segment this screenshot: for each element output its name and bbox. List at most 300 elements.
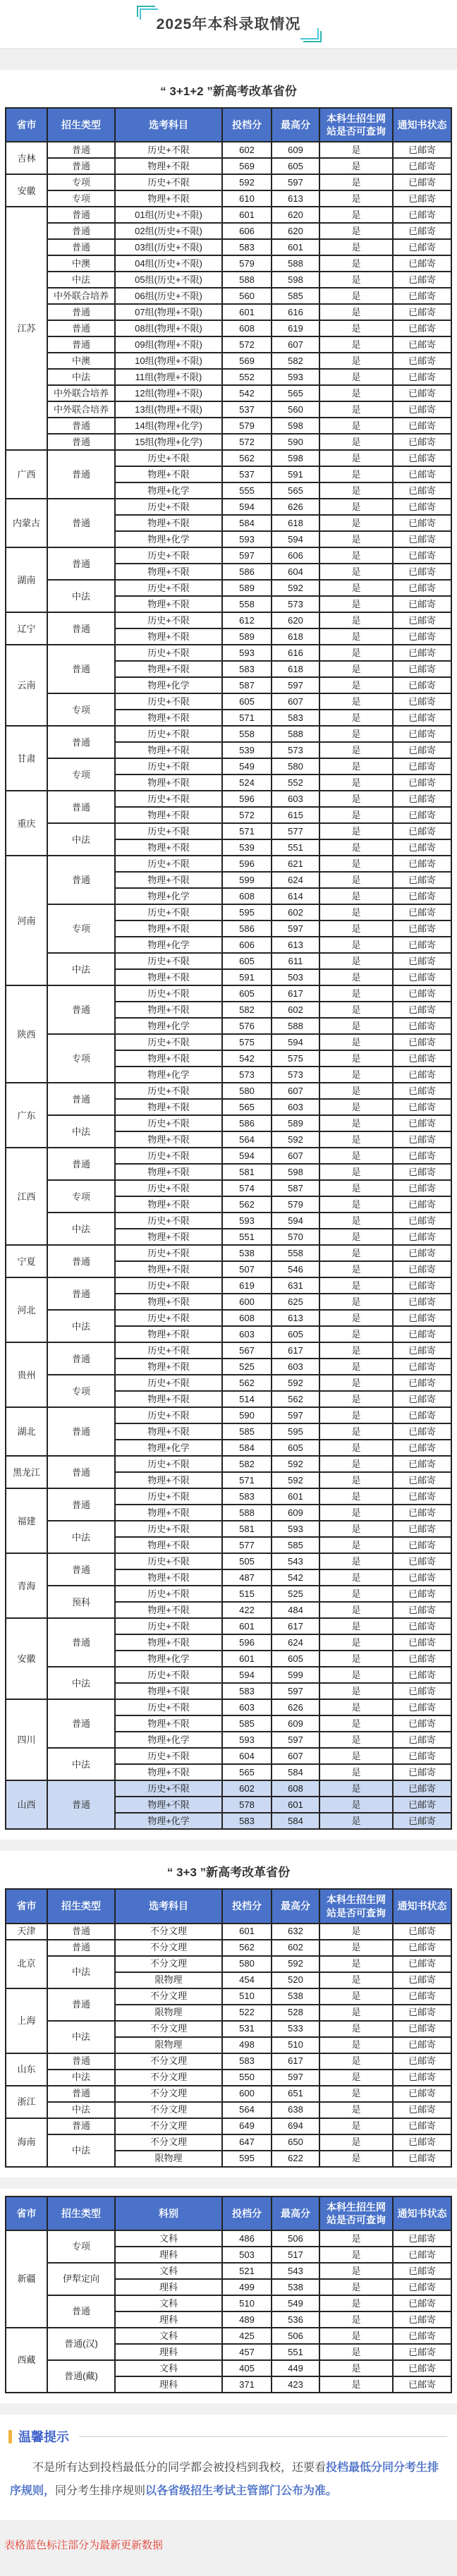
notice-status-cell: 已邮寄 <box>393 547 451 564</box>
query-available-cell: 是 <box>319 904 393 921</box>
notice-status-cell: 已邮寄 <box>393 1277 451 1294</box>
max-score-cell: 605 <box>272 158 319 174</box>
query-available-cell: 是 <box>319 872 393 888</box>
max-score-cell: 543 <box>272 2263 319 2279</box>
notice-status-cell: 已邮寄 <box>393 223 451 239</box>
notice-status-cell: 已邮寄 <box>393 304 451 320</box>
admit-score-cell: 647 <box>222 2134 272 2151</box>
max-score-cell: 604 <box>272 564 319 580</box>
max-score-cell: 607 <box>272 693 319 710</box>
table-row <box>6 1456 451 1472</box>
max-score-cell: 597 <box>272 1407 319 1423</box>
table-row <box>6 2295 451 2311</box>
query-available-cell: 是 <box>319 2053 393 2070</box>
query-available-cell: 是 <box>319 2037 393 2053</box>
table-row <box>6 2086 451 2102</box>
admission-type-cell: 中法 <box>47 2102 115 2118</box>
notice-status-cell: 已邮寄 <box>393 2263 451 2279</box>
admit-score-cell: 576 <box>222 1018 272 1034</box>
admit-score-cell: 565 <box>222 1099 272 1115</box>
notice-status-cell: 已邮寄 <box>393 985 451 1002</box>
admit-score-cell: 593 <box>222 531 272 547</box>
admit-score-cell: 588 <box>222 1505 272 1521</box>
notice-status-cell: 已邮寄 <box>393 1099 451 1115</box>
admit-score-cell: 572 <box>222 336 272 353</box>
notice-status-cell: 已邮寄 <box>393 1359 451 1375</box>
subject-cell: 物理+不限 <box>115 1472 222 1488</box>
query-available-cell: 是 <box>319 1261 393 1277</box>
subject-cell: 物理+不限 <box>115 1715 222 1732</box>
query-available-cell: 是 <box>319 1634 393 1651</box>
admission-type-cell: 普通 <box>47 1342 115 1375</box>
query-available-cell: 是 <box>319 1488 393 1505</box>
query-available-cell: 是 <box>319 1391 393 1407</box>
notice-status-cell: 已邮寄 <box>393 2279 451 2295</box>
subject-cell: 物理+不限 <box>115 1359 222 1375</box>
admit-score-cell: 601 <box>222 1651 272 1667</box>
tips-title: 温馨提示 <box>18 2430 69 2445</box>
table-row <box>6 1342 451 1359</box>
query-available-cell: 是 <box>319 1505 393 1521</box>
subject-cell: 历史+不限 <box>115 1553 222 1569</box>
max-score-cell: 593 <box>272 1521 319 1537</box>
query-available-cell: 是 <box>319 937 393 953</box>
admit-score-cell: 571 <box>222 710 272 726</box>
notice-status-cell: 已邮寄 <box>393 661 451 677</box>
admit-score-cell: 586 <box>222 1115 272 1131</box>
query-available-cell: 是 <box>319 2102 393 2118</box>
admission-type-cell: 普通 <box>47 1618 115 1667</box>
admit-score-cell: 514 <box>222 1391 272 1407</box>
max-score-cell: 601 <box>272 1797 319 1813</box>
table-row <box>6 1245 451 1261</box>
notice-status-cell: 已邮寄 <box>393 1569 451 1586</box>
notice-status-cell: 已邮寄 <box>393 937 451 953</box>
query-available-cell: 是 <box>319 1180 393 1196</box>
query-available-cell: 是 <box>319 1245 393 1261</box>
admit-score-cell: 595 <box>222 2151 272 2167</box>
query-available-cell: 是 <box>319 1956 393 1972</box>
subject-cell: 物理+不限 <box>115 921 222 937</box>
province-cell: 重庆 <box>6 791 47 856</box>
admit-score-cell: 586 <box>222 564 272 580</box>
admit-score-cell: 564 <box>222 2102 272 2118</box>
notice-status-cell: 已邮寄 <box>393 791 451 807</box>
admit-score-cell: 582 <box>222 1456 272 1472</box>
province-cell: 湖南 <box>6 547 47 612</box>
query-available-cell: 是 <box>319 1472 393 1488</box>
max-score-cell: 625 <box>272 1294 319 1310</box>
notice-status-cell: 已邮寄 <box>393 807 451 823</box>
subject-cell: 物理+不限 <box>115 661 222 677</box>
max-score-cell: 597 <box>272 1683 319 1699</box>
table-row <box>6 320 451 336</box>
table-row <box>6 1667 451 1683</box>
table-row <box>6 1034 451 1050</box>
max-score-cell: 601 <box>272 239 319 255</box>
admit-score-cell: 584 <box>222 515 272 531</box>
subject-cell: 不分文理 <box>115 2070 222 2086</box>
max-score-cell: 617 <box>272 2053 319 2070</box>
subject-cell: 历史+不限 <box>115 1407 222 1423</box>
province-cell: 安徽 <box>6 1618 47 1699</box>
max-score-cell: 608 <box>272 1780 319 1797</box>
province-cell: 湖北 <box>6 1407 47 1456</box>
admit-score-cell: 503 <box>222 2247 272 2263</box>
max-score-cell: 638 <box>272 2102 319 2118</box>
table-row <box>6 174 451 190</box>
admission-type-cell: 普通 <box>47 450 115 499</box>
admit-score-cell: 595 <box>222 904 272 921</box>
subject-cell: 历史+不限 <box>115 1699 222 1715</box>
max-score-cell: 560 <box>272 401 319 418</box>
table-header-row <box>6 108 451 142</box>
notice-status-cell: 已邮寄 <box>393 1683 451 1699</box>
admit-score-cell: 539 <box>222 839 272 856</box>
subject-cell: 物理+不限 <box>115 1002 222 1018</box>
table-row <box>6 726 451 742</box>
column-header: 省市 <box>6 1889 47 1923</box>
max-score-cell: 603 <box>272 1359 319 1375</box>
admit-score-cell: 486 <box>222 2230 272 2247</box>
max-score-cell: 528 <box>272 2005 319 2021</box>
admit-score-cell: 594 <box>222 499 272 515</box>
query-available-cell: 是 <box>319 1988 393 2005</box>
admit-score-cell: 569 <box>222 353 272 369</box>
query-available-cell: 是 <box>319 742 393 758</box>
table-header-row <box>6 1889 451 1923</box>
query-available-cell: 是 <box>319 888 393 904</box>
section-3plus1plus2 <box>0 70 457 1840</box>
notice-status-cell: 已邮寄 <box>393 1667 451 1683</box>
subject-cell: 不分文理 <box>115 1940 222 1956</box>
query-available-cell: 是 <box>319 1764 393 1780</box>
admit-score-cell: 585 <box>222 1423 272 1440</box>
admit-score-cell: 612 <box>222 612 272 628</box>
query-available-cell: 是 <box>319 1602 393 1618</box>
admit-score-cell: 489 <box>222 2311 272 2328</box>
admit-score-cell: 487 <box>222 1569 272 1586</box>
admission-type-cell: 普通 <box>47 645 115 693</box>
admit-score-cell: 542 <box>222 385 272 401</box>
notice-status-cell: 已邮寄 <box>393 2376 451 2393</box>
admit-score-cell: 587 <box>222 677 272 693</box>
subject-cell: 历史+不限 <box>115 1034 222 1050</box>
province-cell: 北京 <box>6 1940 47 1988</box>
notice-status-cell: 已邮寄 <box>393 2344 451 2360</box>
admit-score-cell: 499 <box>222 2279 272 2295</box>
subject-cell: 理科 <box>115 2311 222 2328</box>
admit-score-cell: 371 <box>222 2376 272 2393</box>
max-score-cell: 423 <box>272 2376 319 2393</box>
subject-cell: 不分文理 <box>115 1988 222 2005</box>
admission-type-cell: 普通 <box>47 418 115 434</box>
admission-table-traditional <box>5 2196 452 2393</box>
notice-status-cell: 已邮寄 <box>393 888 451 904</box>
max-score-cell: 651 <box>272 2086 319 2102</box>
table-header-row <box>6 2197 451 2230</box>
max-score-cell: 607 <box>272 1148 319 1164</box>
notice-status-cell: 已邮寄 <box>393 1651 451 1667</box>
admit-score-cell: 558 <box>222 726 272 742</box>
max-score-cell: 597 <box>272 174 319 190</box>
province-cell: 内蒙古 <box>6 499 47 547</box>
admit-score-cell: 522 <box>222 2005 272 2021</box>
admission-type-cell: 普通 <box>47 207 115 223</box>
notice-status-cell: 已邮寄 <box>393 2360 451 2376</box>
subject-cell: 历史+不限 <box>115 823 222 839</box>
admission-table-3plus3 <box>5 1888 452 2167</box>
query-available-cell: 是 <box>319 1813 393 1829</box>
subject-cell: 文科 <box>115 2230 222 2247</box>
admission-type-cell: 中外联合培养 <box>47 288 115 304</box>
subject-cell: 物理+不限 <box>115 807 222 823</box>
admit-score-cell: 581 <box>222 1521 272 1537</box>
admit-score-cell: 601 <box>222 207 272 223</box>
tips-text-plain-2: 同分考生排序规则 <box>55 2484 146 2497</box>
max-score-cell: 592 <box>272 580 319 596</box>
table-row <box>6 1699 451 1715</box>
notice-status-cell: 已邮寄 <box>393 596 451 612</box>
max-score-cell: 549 <box>272 2295 319 2311</box>
table-row <box>6 856 451 872</box>
max-score-cell: 622 <box>272 2151 319 2167</box>
table-row <box>6 2070 451 2086</box>
admit-score-cell: 589 <box>222 580 272 596</box>
notice-status-cell: 已邮寄 <box>393 336 451 353</box>
province-cell: 四川 <box>6 1699 47 1780</box>
admission-type-cell: 普通 <box>47 1780 115 1829</box>
table-row <box>6 2021 451 2037</box>
query-available-cell: 是 <box>319 1067 393 1083</box>
table-row <box>6 547 451 564</box>
max-score-cell: 598 <box>272 450 319 466</box>
admission-type-cell: 普通 <box>47 2086 115 2102</box>
max-score-cell: 605 <box>272 1326 319 1342</box>
province-cell: 黑龙江 <box>6 1456 47 1488</box>
max-score-cell: 592 <box>272 1472 319 1488</box>
notice-status-cell: 已邮寄 <box>393 2005 451 2021</box>
subject-cell: 物理+不限 <box>115 1050 222 1067</box>
admission-type-cell: 普通 <box>47 612 115 645</box>
notice-status-cell: 已邮寄 <box>393 1488 451 1505</box>
admission-type-cell: 普通 <box>47 223 115 239</box>
query-available-cell: 是 <box>319 1294 393 1310</box>
query-available-cell: 是 <box>319 288 393 304</box>
subject-cell: 物理+不限 <box>115 1131 222 1148</box>
max-score-cell: 594 <box>272 1213 319 1229</box>
query-available-cell: 是 <box>319 1115 393 1131</box>
notice-status-cell: 已邮寄 <box>393 2230 451 2247</box>
notice-status-cell: 已邮寄 <box>393 272 451 288</box>
tips-text-highlight-1: 投档最低分同分考生排序规则， <box>10 2462 439 2497</box>
notice-status-cell: 已邮寄 <box>393 1634 451 1651</box>
notice-status-cell: 已邮寄 <box>393 1924 451 1940</box>
subject-cell: 历史+不限 <box>115 1277 222 1294</box>
subject-cell: 历史+不限 <box>115 1213 222 1229</box>
subject-cell: 10组(物理+不限) <box>115 353 222 369</box>
admit-score-cell: 555 <box>222 482 272 499</box>
query-available-cell: 是 <box>319 807 393 823</box>
subject-cell: 历史+不限 <box>115 174 222 190</box>
query-available-cell: 是 <box>319 499 393 515</box>
notice-status-cell: 已邮寄 <box>393 531 451 547</box>
notice-status-cell: 已邮寄 <box>393 1083 451 1099</box>
max-score-cell: 593 <box>272 369 319 385</box>
notice-status-cell: 已邮寄 <box>393 1972 451 1988</box>
query-available-cell: 是 <box>319 385 393 401</box>
admission-type-cell: 中澳 <box>47 353 115 369</box>
admit-score-cell: 596 <box>222 856 272 872</box>
query-available-cell: 是 <box>319 2134 393 2151</box>
max-score-cell: 449 <box>272 2360 319 2376</box>
admit-score-cell: 583 <box>222 1813 272 1829</box>
max-score-cell: 580 <box>272 758 319 774</box>
subject-cell: 历史+不限 <box>115 580 222 596</box>
notice-status-cell: 已邮寄 <box>393 1764 451 1780</box>
notice-status-cell: 已邮寄 <box>393 742 451 758</box>
notice-status-cell: 已邮寄 <box>393 482 451 499</box>
admission-type-cell: 中法 <box>47 1310 115 1342</box>
max-score-cell: 594 <box>272 531 319 547</box>
subject-cell: 历史+不限 <box>115 1310 222 1326</box>
notice-status-cell: 已邮寄 <box>393 645 451 661</box>
query-available-cell: 是 <box>319 1359 393 1375</box>
admission-type-cell: 专项 <box>47 758 115 791</box>
table-row <box>6 1277 451 1294</box>
max-score-cell: 591 <box>272 466 319 482</box>
subject-cell: 不分文理 <box>115 2134 222 2151</box>
notice-status-cell: 已邮寄 <box>393 1732 451 1748</box>
notice-status-cell: 已邮寄 <box>393 466 451 482</box>
query-available-cell: 是 <box>319 2279 393 2295</box>
corner-bracket-top-left-icon <box>137 6 155 17</box>
subject-cell: 物理+化学 <box>115 531 222 547</box>
max-score-cell: 579 <box>272 1196 319 1213</box>
query-available-cell: 是 <box>319 336 393 353</box>
column-header: 通知书状态 <box>393 2197 451 2230</box>
max-score-cell: 542 <box>272 1569 319 1586</box>
subject-cell: 限物理 <box>115 2005 222 2021</box>
max-score-cell: 599 <box>272 1667 319 1683</box>
page-title: 2025年本科录取情况 <box>156 16 301 32</box>
table-row <box>6 190 451 207</box>
subject-cell: 限物理 <box>115 2037 222 2053</box>
max-score-cell: 536 <box>272 2311 319 2328</box>
query-available-cell: 是 <box>319 1456 393 1472</box>
query-available-cell: 是 <box>319 1586 393 1602</box>
notice-status-cell: 已邮寄 <box>393 1505 451 1521</box>
notice-status-cell: 已邮寄 <box>393 2295 451 2311</box>
notice-status-cell: 已邮寄 <box>393 239 451 255</box>
admission-type-cell: 普通 <box>47 856 115 904</box>
max-score-cell: 626 <box>272 499 319 515</box>
subject-cell: 历史+不限 <box>115 1245 222 1261</box>
query-available-cell: 是 <box>319 2247 393 2263</box>
notice-status-cell: 已邮寄 <box>393 564 451 580</box>
admit-score-cell: 560 <box>222 288 272 304</box>
admit-score-cell: 564 <box>222 1131 272 1148</box>
subject-cell: 物理+不限 <box>115 742 222 758</box>
notice-status-cell: 已邮寄 <box>393 1294 451 1310</box>
query-available-cell: 是 <box>319 190 393 207</box>
max-score-cell: 562 <box>272 1391 319 1407</box>
notice-status-cell: 已邮寄 <box>393 921 451 937</box>
province-cell: 新疆 <box>6 2230 47 2328</box>
max-score-cell: 620 <box>272 612 319 628</box>
max-score-cell: 546 <box>272 1261 319 1277</box>
subject-cell: 不分文理 <box>115 2021 222 2037</box>
subject-cell: 历史+不限 <box>115 612 222 628</box>
admission-type-cell: 中法 <box>47 1956 115 1988</box>
admission-type-cell: 普通 <box>47 499 115 547</box>
admit-score-cell: 590 <box>222 1407 272 1423</box>
subject-cell: 物理+不限 <box>115 1229 222 1245</box>
query-available-cell: 是 <box>319 2328 393 2344</box>
subject-cell: 物理+不限 <box>115 564 222 580</box>
table-row <box>6 823 451 839</box>
notice-status-cell: 已邮寄 <box>393 2118 451 2134</box>
notice-status-cell: 已邮寄 <box>393 207 451 223</box>
query-available-cell: 是 <box>319 693 393 710</box>
section-title-3plus1plus2: “ 3+1+2 ”新高考改革省份 <box>160 85 297 98</box>
subject-cell: 历史+不限 <box>115 904 222 921</box>
subject-cell: 历史+不限 <box>115 1115 222 1131</box>
query-available-cell: 是 <box>319 2360 393 2376</box>
subject-cell: 物理+不限 <box>115 596 222 612</box>
subject-cell: 12组(物理+不限) <box>115 385 222 401</box>
query-available-cell: 是 <box>319 710 393 726</box>
max-score-cell: 592 <box>272 1375 319 1391</box>
query-available-cell: 是 <box>319 239 393 255</box>
subject-cell: 历史+不限 <box>115 1488 222 1505</box>
subject-cell: 不分文理 <box>115 2053 222 2070</box>
max-score-cell: 570 <box>272 1229 319 1245</box>
max-score-cell: 624 <box>272 1634 319 1651</box>
query-available-cell: 是 <box>319 1683 393 1699</box>
admit-score-cell: 574 <box>222 1180 272 1196</box>
table-row <box>6 1956 451 1972</box>
max-score-cell: 506 <box>272 2328 319 2344</box>
admission-type-cell: 普通 <box>47 1488 115 1521</box>
table-row <box>6 2230 451 2247</box>
max-score-cell: 617 <box>272 985 319 1002</box>
notice-status-cell: 已邮寄 <box>393 158 451 174</box>
table-row <box>6 1940 451 1956</box>
admission-type-cell: 中外联合培养 <box>47 401 115 418</box>
admission-type-cell: 普通 <box>47 1456 115 1488</box>
query-available-cell: 是 <box>319 1277 393 1294</box>
admit-score-cell: 537 <box>222 466 272 482</box>
tips-text-plain-1: 不是所有达到投档最低分的同学都会被投档到我校，还要看 <box>32 2462 327 2474</box>
max-score-cell: 587 <box>272 1180 319 1196</box>
query-available-cell: 是 <box>319 2230 393 2247</box>
max-score-cell: 588 <box>272 726 319 742</box>
max-score-cell: 592 <box>272 1131 319 1148</box>
query-available-cell: 是 <box>319 1667 393 1683</box>
subject-cell: 历史+不限 <box>115 693 222 710</box>
subject-cell: 物理+化学 <box>115 677 222 693</box>
subject-cell: 物理+不限 <box>115 1294 222 1310</box>
province-cell: 贵州 <box>6 1342 47 1407</box>
max-score-cell: 598 <box>272 272 319 288</box>
admission-type-cell: 专项 <box>47 693 115 726</box>
admit-score-cell: 551 <box>222 1229 272 1245</box>
subject-cell: 历史+不限 <box>115 645 222 661</box>
query-available-cell: 是 <box>319 1748 393 1764</box>
admit-score-cell: 573 <box>222 1067 272 1083</box>
table-row <box>6 239 451 255</box>
